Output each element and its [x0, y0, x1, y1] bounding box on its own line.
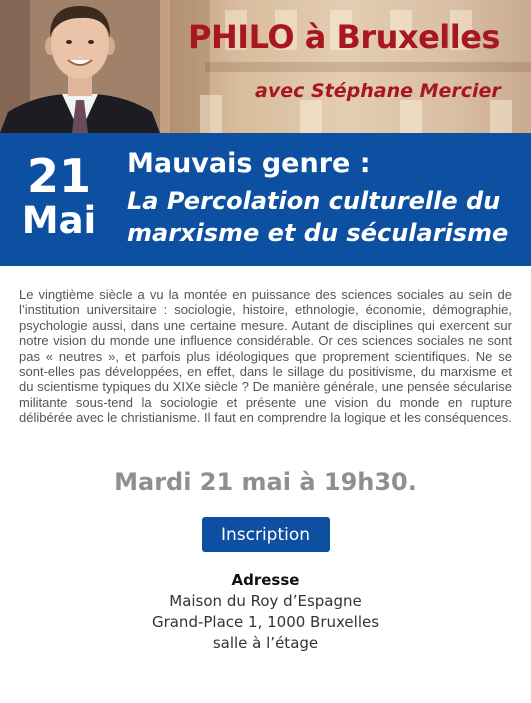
background-window	[200, 95, 222, 133]
background-window	[400, 100, 422, 133]
header-banner	[0, 0, 531, 133]
address-venue: Maison du Roy d’Espagne	[169, 591, 362, 610]
banner-title: PHILO à Bruxelles	[188, 18, 500, 56]
event-description: Le vingtième siècle a vu la montée en puissance des sciences sociales au sein de l’institution universitaire : sociologie, histoire, ethnologie, économie, démographie, psychologie aussi, dans une certaine mesure. Autant de disciplines qui exercent sur notre vision du monde une influence considérable. Or ces sciences sociales ne sont pas « neutres », et parfois plus idéologiques que proprement scientifiques. Ne se sont-elles pas développées, en effet, dans le sillage du positivisme, du marxisme et du scientisme typiques du XIXe siècle ? De manière générale, une pensée sécularise militante sous-tend la sociologie et présente une vision du monde en rupture délibérée avec le christianisme. Il faut en comprendre la logique et les conséquences.	[19, 287, 512, 426]
background-window	[490, 100, 512, 133]
register-button[interactable]: Inscription	[202, 517, 330, 552]
banner-subtitle: avec Stéphane Mercier	[255, 80, 501, 102]
event-title: Mauvais genre :	[127, 148, 371, 179]
speaker-portrait	[0, 0, 160, 133]
background-cornice	[205, 62, 531, 72]
address-street: Grand-Place 1, 1000 Bruxelles	[151, 612, 380, 631]
event-subtitle: La Percolation culturelle du marxisme et du sécularisme	[127, 187, 509, 247]
background-window	[300, 100, 322, 133]
address-room: salle à l’étage	[212, 633, 319, 652]
date-day: 21	[26, 149, 91, 203]
address-block	[0, 570, 531, 654]
address-heading: Adresse	[231, 570, 300, 589]
date-month: Mai	[21, 199, 97, 242]
event-title-band	[0, 133, 531, 266]
event-datetime: Mardi 21 mai à 19h30.	[114, 467, 417, 496]
register-button-wrapper	[0, 517, 531, 552]
